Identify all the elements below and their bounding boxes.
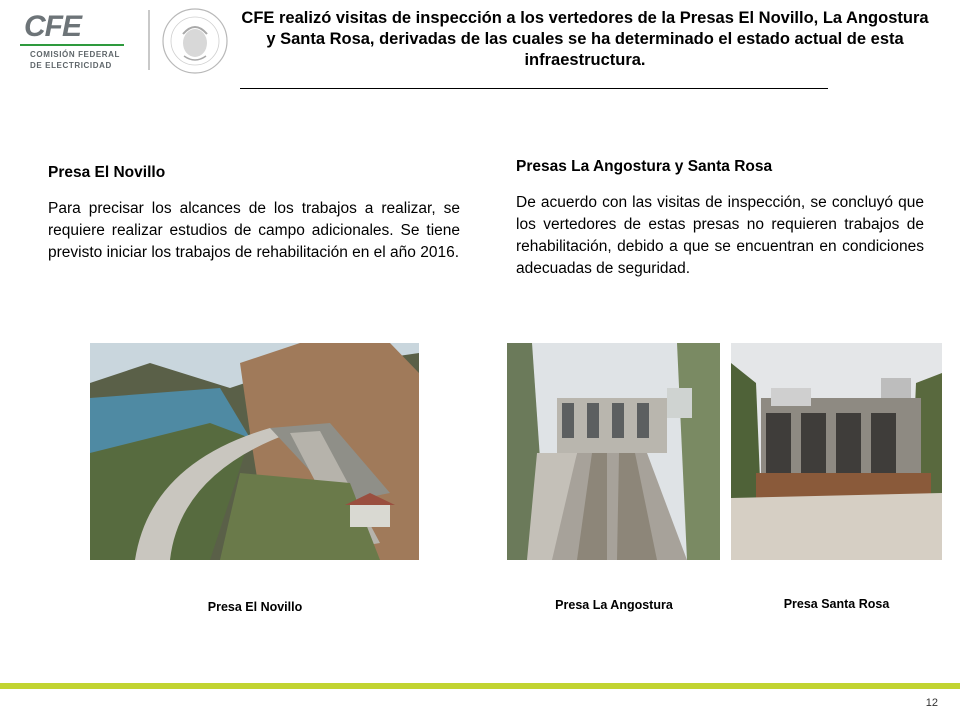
footer-bar [0, 683, 960, 689]
caption-novillo: Presa El Novillo [207, 600, 303, 614]
photo-presa-la-angostura [507, 343, 720, 560]
page-number: 12 [925, 697, 938, 709]
caption-angostura: Presa La Angostura [555, 598, 673, 612]
cfe-logo-line1: COMISIÓN FEDERAL [30, 50, 121, 59]
cfe-logo-line2: DE ELECTRICIDAD [30, 61, 112, 70]
cfe-logo-mark: CFE [24, 10, 81, 43]
cfe-logo [12, 10, 132, 68]
novillo-heading: Presa El Novillo [48, 164, 166, 181]
page-title: CFE realizó visitas de inspección a los vertedores de la Presas El Novillo, La Angostura y Santa Rosa, derivadas de las cuales se ha determinado el estado actual de esta infraestructura. [241, 9, 929, 69]
cfe-logo-swoosh [20, 44, 124, 46]
caption-santarosa: Presa Santa Rosa [783, 597, 890, 611]
novillo-body: Para precisar los alcances de los trabajos a realizar, se requiere realizar estudios de campo adicionales. Se tiene previsto iniciar los trabajos de rehabilitación en el año 2016. [48, 200, 460, 261]
title-underline [240, 88, 828, 89]
mexico-seal-icon [160, 6, 230, 76]
photo-presa-el-novillo [90, 343, 419, 560]
angostura-santarosa-heading: Presas La Angostura y Santa Rosa [516, 158, 773, 175]
logo-divider [148, 10, 150, 70]
photo-presa-santa-rosa [731, 343, 942, 560]
angostura-santarosa-section [516, 156, 924, 280]
novillo-section [48, 162, 460, 264]
angostura-santarosa-body: De acuerdo con las visitas de inspección, se concluyó que los vertedores de estas presas no requieren trabajos de rehabilitación, debido a que se encuentran en condiciones adecuadas de seguridad. [516, 194, 924, 277]
